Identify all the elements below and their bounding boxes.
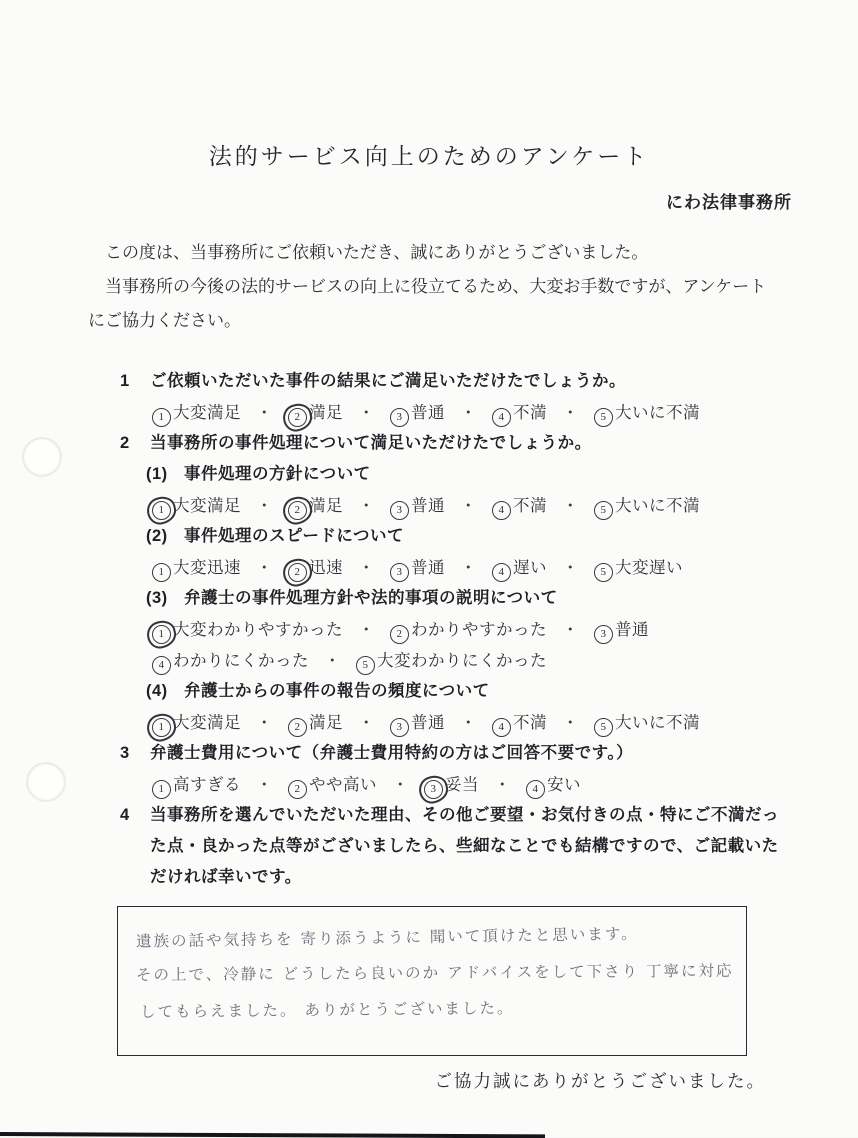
option-separator-dot: ・ [256, 775, 273, 794]
option-number: 4 [498, 504, 505, 516]
answer-option [492, 707, 547, 738]
option-number: 1 [158, 411, 165, 423]
question-heading [120, 428, 784, 459]
circled-number-icon [492, 501, 511, 520]
option-number: 3 [396, 566, 403, 578]
circled-number-icon [152, 625, 171, 644]
option-number: 4 [532, 783, 539, 795]
answer-option [492, 552, 547, 583]
answer-option [152, 552, 241, 583]
circled-number-icon [390, 625, 409, 644]
option-number: 5 [600, 721, 607, 733]
circled-number-icon [288, 501, 307, 520]
option-separator-dot: ・ [460, 403, 477, 422]
options-row [120, 397, 784, 428]
sub-question-heading [120, 521, 784, 552]
options-row [120, 552, 784, 583]
circled-number-icon [492, 718, 511, 737]
option-label: わかりやすかった [411, 620, 547, 639]
intro-paragraph: この度は、当事務所にご依頼いただき、誠にありがとうございました。 [105, 243, 649, 262]
option-separator-dot: ・ [460, 558, 477, 577]
answer-option [594, 552, 683, 583]
questions-section [120, 366, 784, 893]
answer-option [492, 397, 547, 428]
circled-number-icon [288, 408, 307, 427]
option-label: 普通 [411, 496, 445, 515]
option-label: 不満 [513, 496, 547, 515]
option-label: 遅い [513, 558, 547, 577]
option-separator-dot: ・ [562, 620, 579, 639]
question-text: 当事務所を選んでいただいた理由、その他ご要望・お気付きの点・特にご不満だった点・良かった点等がございましたら、些細なことでも結構ですので、ご記載いただければ幸いです。 [150, 806, 779, 886]
option-label: 高すぎる [173, 775, 241, 794]
circled-number-icon [390, 563, 409, 582]
option-number: 2 [396, 628, 403, 640]
answer-option [492, 490, 547, 521]
option-separator-dot: ・ [256, 496, 273, 515]
options-row [120, 614, 784, 645]
option-label: 満足 [309, 403, 343, 422]
circled-number-icon [152, 718, 171, 737]
option-label: 迅速 [309, 558, 343, 577]
answer-option [152, 707, 241, 738]
option-separator-dot: ・ [358, 620, 375, 639]
sub-question-heading [120, 459, 784, 490]
answer-option [424, 769, 479, 800]
option-label: 普通 [411, 403, 445, 422]
question-number: (4) [146, 682, 168, 700]
answer-option [288, 769, 377, 800]
option-separator-dot: ・ [562, 558, 579, 577]
answer-option [152, 490, 241, 521]
option-label: 大変わかりやすかった [173, 620, 343, 639]
option-number: 2 [294, 721, 301, 733]
circled-number-icon [152, 408, 171, 427]
option-label: 大変満足 [173, 713, 241, 732]
option-separator-dot: ・ [562, 403, 579, 422]
option-number: 2 [294, 411, 301, 423]
option-number: 5 [600, 411, 607, 423]
answer-option [152, 769, 241, 800]
option-label: 大いに不満 [615, 713, 700, 732]
option-label: 大いに不満 [615, 403, 700, 422]
question-heading [120, 366, 784, 397]
option-number: 1 [158, 566, 165, 578]
option-label: 大いに不満 [615, 496, 700, 515]
option-label: 大変迅速 [173, 558, 241, 577]
option-label: 大変満足 [173, 496, 241, 515]
circled-number-icon [288, 780, 307, 799]
option-separator-dot: ・ [562, 713, 579, 732]
handwritten-comment-line: 遺族の話や気持ちを 寄り添うように 聞いて頂けたと思います。 [135, 924, 639, 951]
scan-edge-artifact [0, 1132, 545, 1138]
circled-number-icon [152, 501, 171, 520]
answer-option [152, 645, 309, 676]
circled-number-icon [152, 656, 171, 675]
answer-option [152, 614, 343, 645]
handwritten-comment-line: その上で、冷静に どうしたら良いのか アドバイスをして下さり 丁寧に対応 [135, 961, 734, 985]
question-number: 1 [120, 372, 130, 390]
options-row [120, 490, 784, 521]
option-number: 3 [396, 721, 403, 733]
options-row [120, 645, 784, 676]
free-comment-box [117, 906, 747, 1056]
option-number: 4 [498, 721, 505, 733]
question-heading [120, 800, 784, 893]
option-number: 4 [498, 411, 505, 423]
question-number: (2) [146, 527, 168, 545]
option-number: 1 [158, 721, 165, 733]
sub-question-heading [120, 676, 784, 707]
question-heading [120, 738, 784, 769]
circled-number-icon [390, 718, 409, 737]
circled-number-icon [390, 501, 409, 520]
option-label: 普通 [615, 620, 649, 639]
option-separator-dot: ・ [256, 403, 273, 422]
survey-title: 法的サービス向上のためのアンケート [208, 144, 650, 169]
intro-section [88, 236, 780, 338]
option-label: わかりにくかった [173, 651, 309, 670]
option-number: 3 [396, 504, 403, 516]
option-label: 大変満足 [173, 403, 241, 422]
circled-number-icon [390, 408, 409, 427]
option-number: 4 [498, 566, 505, 578]
option-separator-dot: ・ [460, 496, 477, 515]
circled-number-icon [594, 501, 613, 520]
answer-option [594, 707, 700, 738]
option-number: 1 [158, 504, 165, 516]
option-separator-dot: ・ [256, 558, 273, 577]
option-number: 2 [294, 566, 301, 578]
question-text: 当事務所の事件処理について満足いただけたでしょうか。 [150, 434, 592, 452]
option-number: 2 [294, 783, 301, 795]
option-label: 普通 [411, 558, 445, 577]
question-text: 事件処理の方針について [184, 465, 371, 483]
circled-number-icon [288, 718, 307, 737]
option-number: 5 [362, 659, 369, 671]
circled-number-icon [492, 563, 511, 582]
question-text: ご依頼いただいた事件の結果にご満足いただけたでしょうか。 [150, 372, 626, 390]
answer-option [594, 397, 700, 428]
option-number: 1 [158, 628, 165, 640]
option-separator-dot: ・ [460, 713, 477, 732]
circled-number-icon [152, 780, 171, 799]
punch-hole [22, 437, 62, 477]
question-text: 弁護士費用について（弁護士費用特約の方はご回答不要です。） [150, 744, 634, 762]
option-separator-dot: ・ [324, 651, 341, 670]
answer-option [288, 490, 343, 521]
closing-note: ご協力誠にありがとうございました。 [434, 1071, 766, 1091]
option-separator-dot: ・ [358, 403, 375, 422]
answer-option [390, 490, 445, 521]
question-number: 4 [120, 806, 130, 824]
option-label: 大変遅い [615, 558, 683, 577]
question-text: 弁護士からの事件の報告の頻度について [184, 682, 490, 700]
option-label: 不満 [513, 713, 547, 732]
option-label: 普通 [411, 713, 445, 732]
option-separator-dot: ・ [256, 713, 273, 732]
answer-option [288, 552, 343, 583]
option-separator-dot: ・ [358, 558, 375, 577]
option-number: 1 [158, 783, 165, 795]
answer-option [594, 614, 649, 645]
question-number: 2 [120, 434, 130, 452]
option-number: 4 [158, 659, 165, 671]
law-office-name: にわ法律事務所 [666, 193, 792, 212]
answer-option [526, 769, 581, 800]
options-row [120, 769, 784, 800]
option-label: 大変わかりにくかった [377, 651, 547, 670]
answer-option [390, 397, 445, 428]
answer-option [288, 707, 343, 738]
option-label: 満足 [309, 713, 343, 732]
option-separator-dot: ・ [358, 713, 375, 732]
option-separator-dot: ・ [494, 775, 511, 794]
question-number: (3) [146, 589, 168, 607]
circled-number-icon [288, 563, 307, 582]
circled-number-icon [356, 656, 375, 675]
handwritten-comment-line: してもらえました。 ありがとうございました。 [139, 999, 515, 1022]
option-label: 満足 [309, 496, 343, 515]
option-separator-dot: ・ [562, 496, 579, 515]
option-label: 安い [547, 775, 581, 794]
question-number: (1) [146, 465, 168, 483]
circled-number-icon [594, 408, 613, 427]
option-label: 妥当 [445, 775, 479, 794]
sub-question-heading [120, 583, 784, 614]
question-number: 3 [120, 744, 130, 762]
option-number: 3 [600, 628, 607, 640]
answer-option [390, 552, 445, 583]
circled-number-icon [526, 780, 545, 799]
answer-option [152, 397, 241, 428]
option-label: 不満 [513, 403, 547, 422]
circled-number-icon [152, 563, 171, 582]
answer-option [390, 614, 547, 645]
option-number: 3 [396, 411, 403, 423]
options-row [120, 707, 784, 738]
circled-number-icon [492, 408, 511, 427]
option-number: 2 [294, 504, 301, 516]
option-number: 3 [430, 783, 437, 795]
circled-number-icon [594, 718, 613, 737]
circled-number-icon [594, 625, 613, 644]
intro-paragraph: 当事務所の今後の法的サービスの向上に役立てるため、大変お手数ですが、アンケートにご協力ください。 [88, 277, 767, 330]
answer-option [594, 490, 700, 521]
option-number: 5 [600, 504, 607, 516]
answer-option [288, 397, 343, 428]
question-text: 弁護士の事件処理方針や法的事項の説明について [184, 589, 558, 607]
option-number: 5 [600, 566, 607, 578]
option-separator-dot: ・ [358, 496, 375, 515]
option-label: やや高い [309, 775, 377, 794]
circled-number-icon [424, 780, 443, 799]
answer-option [390, 707, 445, 738]
circled-number-icon [594, 563, 613, 582]
answer-option [356, 645, 547, 676]
question-text: 事件処理のスピードについて [184, 527, 405, 545]
punch-hole [26, 762, 66, 802]
option-separator-dot: ・ [392, 775, 409, 794]
